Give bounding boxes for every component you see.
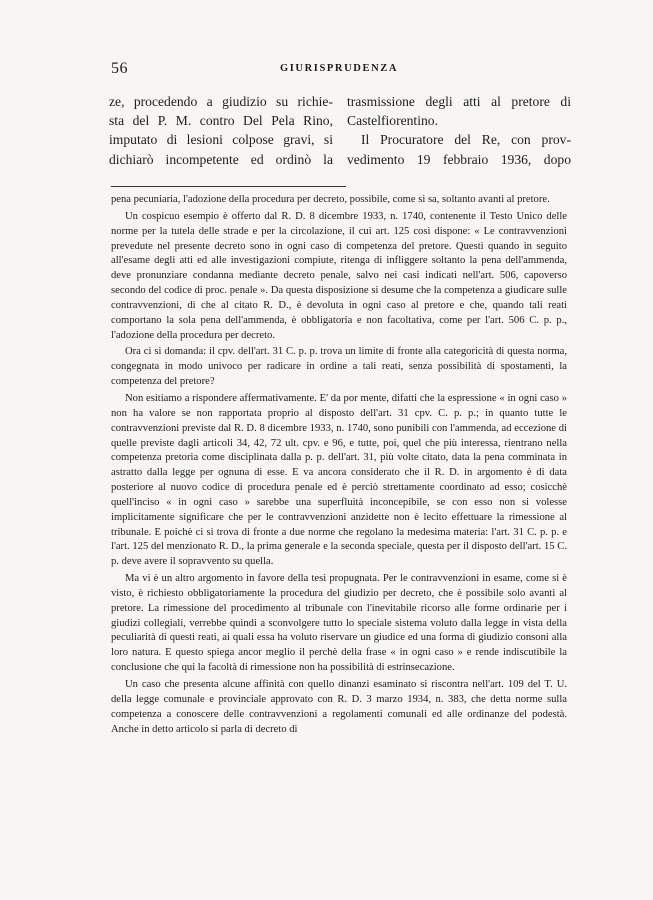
footnote [111, 193, 567, 739]
right-column-line: trasmissione degli atti al pretore di [347, 94, 571, 109]
footnote-paragraph: Un cospicuo esempio è offerto dal R. D. 8 dicembre 1933, n. 1740, contenente il Testo Unico delle norme per la tutela delle strade e per la circolazione, il cui art. 125 così dispone: « Le contravvenzioni prevedute nel presente decreto sono in ogni caso di competenza del pretore. Questi quando in seguito all'esame degli atti ed alle investigazioni compiute, ritenga di infliggere soltanto la pena dell'ammenda, deve pronunziare condanna mediante decreto penale, salvo nei casi indicati nell'art. 506, capoverso secondo del codice di proc. penale ». Da questa disposizione si desume che la competenza a giudicare sulle contravvenzioni, di che al citato R. D., è devoluta in ogni caso al pretore e che, quando tali reati comportano la sola pena dell'ammenda, è obbligatoria e non facoltativa, come per l'art. 506 C. p. p., l'adozione della procedura per decreto. [111, 210, 567, 341]
right-column-line: Castelfiorentino. [347, 113, 438, 129]
footnote-paragraph: Ora ci si domanda: il cpv. dell'art. 31 C. p. p. trova un limite di fronte alla categoricità di questa norma, congegnata in modo univoco per radicare in ordine a tali reati, senza possibilità di spostamenti, la competenza del pretore? [111, 346, 567, 388]
right-column-line: vedimento 19 febbraio 1936, dopo [347, 151, 571, 167]
page-number: 56 [111, 60, 128, 77]
footnote-paragraph: Non esitiamo a rispondere affermativamente. E' da por mente, difatti che la espressione « in ogni caso » non ha valore se non rapportata proprio al disposto dell'art. 31 cpv. C. p. p.; in quanto tutte le contravvenzioni previste dal R. D. 8 dicembre 1933, n. 1740, sono punibili con l'ammenda, ad eccezione di quelle previste dagli articoli 34, 42, 72 ult. cpv. e 96, e tutte, poi, quel che più interessa, rientrano nella competenza pretoria come disciplinata dalla p. p. dell'art. 31, più volte citato, data la pena comminata in astratto dalla legge per ognuna di esse. E va ancora considerato che il R. D. in argomento è di data posteriore al nuovo codice di procedura penale ed è perciò strettamente coordinato ad esso; cosicchè quell'inciso « in ogni caso » sarebbe una superfluità inconcepibile, se con esso non si volesse implicitamente significare che per le contravvenzioni anzidette non è lecito effettuare la rimessione al tribunale. E poichè ci si trova di fronte a due norme che regolano la medesima materia: l'art. 31 C. p. p. e l'art. 125 del menzionato R. D., la prima generale e la seconda speciale, questa per il disposto dell'art. 15 C. p. deve avere il sopravvento su quella. [111, 392, 567, 568]
footnote-paragraph: Un caso che presenta alcune affinità con quello dinanzi esaminato si riscontra nell'art. 109 del T. U. della legge comunale e provinciale approvato con R. D. 3 marzo 1934, n. 383, che detta norme sulla competenza a conoscere delle contravvenzioni a regolamenti comunali ed alle ordinanze del podestà. Anche in detto articolo si parla di decreto di [111, 679, 567, 735]
right-column [347, 92, 571, 169]
right-column-line: Il Procuratore del Re, con prov- [361, 132, 571, 148]
running-title: GIURISPRUDENZA [279, 63, 399, 74]
page-header [111, 60, 567, 82]
left-column [109, 92, 333, 169]
left-column-line: dichiarò incompetente ed ordinò la [109, 151, 333, 167]
left-column-line: imputato di lesioni colpose gravi, si [109, 132, 333, 148]
left-column-line: sta del P. M. contro Del Pela Rino, [109, 113, 333, 129]
footnote-paragraph: pena pecuniaria, l'adozione della procedura per decreto, possibile, come si sa, soltanto avanti al pretore. [111, 194, 550, 205]
footnote-paragraph: Ma vi è un altro argomento in favore della tesi propugnata. Per le contravvenzioni in esame, come si è visto, è richiesto obbligatoriamente la procedura del giudizio per decreto, che è possibile solo avanti al pretore. La rimessione del procedimento al tribunale con l'inevitabile ricorso alle forme ordinarie per i giudizi collegiali, verrebbe quindi a sconvolgere tutto lo speciale sistema voluto dalla legge in vista della peculiarità di questi reati, ai quali essa ha voluto riservare un giudice ed una forma di giudizio consoni alla loro natura. E questo spiega ancor meglio il perchè della frase « in ogni caso » e rende indiscutibile la conclusione che qui la facoltà di rimessione non ha possibilità di estrinsecazione. [111, 573, 567, 674]
footnote-separator [111, 186, 346, 187]
left-column-line: ze, procedendo a giudizio su richie- [109, 94, 333, 109]
